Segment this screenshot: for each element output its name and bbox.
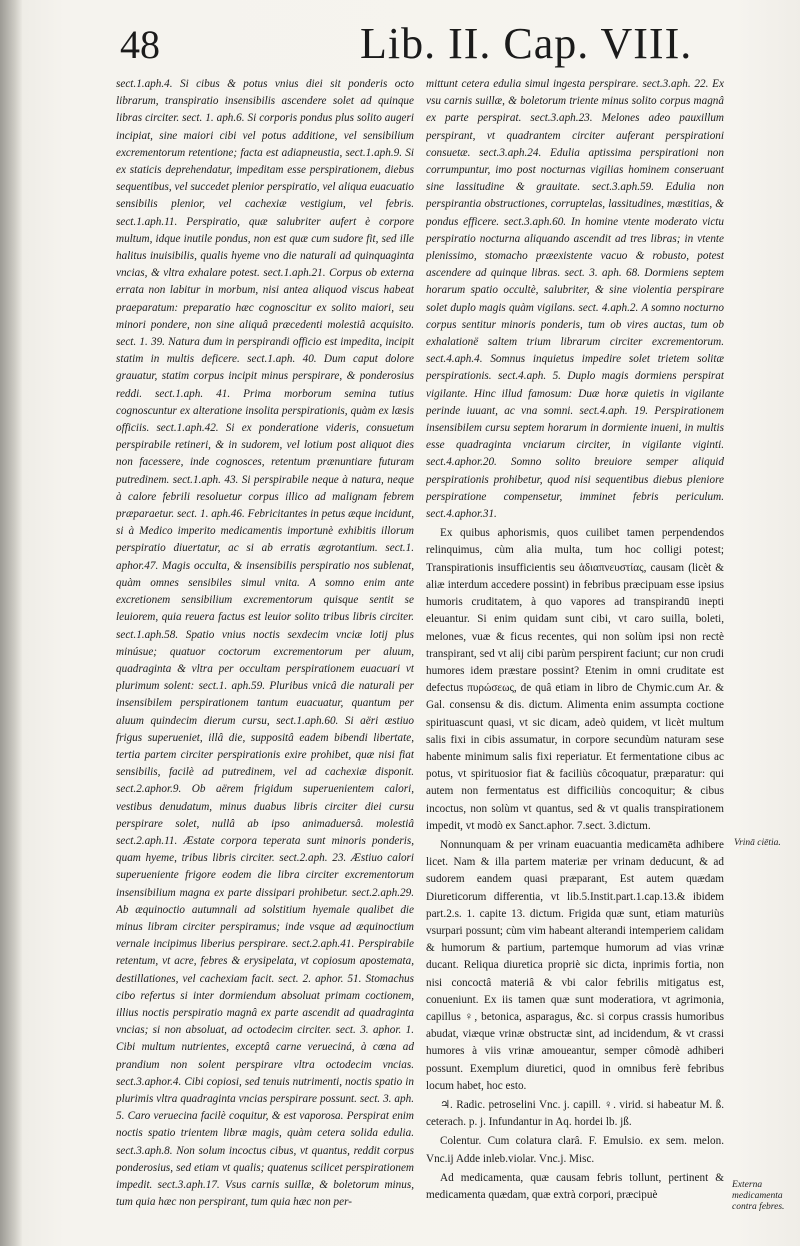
right-paragraph-3: Nonnunquam & per vrinam euacuantia medicamēta adhibere licet. Nam & illa partem materiæ per vrinam deducunt, & ad sudorem eandem quasi præparant, Est autem quædam Diureticorum differentia, vt lib.5.Instit.part.1.cap.13.& ibidem part.2.s. 1. capite 13. dictum. Frigida quæ sunt, etiam maturiùs vsurpari possunt; cùm vim habeant alterandi intemperiem calidam & humorum & partium, partemque humorum ad vias vrinæ ducant. Reliqua diuretica propriè sic dicta, inprimis fortia, non nisi concoctâ materiâ & vbi calor febrilis mitigatus est, conueniunt. Ex iis tamen quæ sunt moderatiora, vt agrimonia, capillus ♀, betonica, asparagus, &c. si corpus crassis humoribus abudat, viæque vrinæ obstructæ sint, ad incidendum, & vt crassi humores à viis vrinæ amoueantur, semper cômodè adhiberi possunt. Exemplum diuretici, quod in omnibus ferè febribus locum habet, hoc esto. xyxy=(426,838,724,1092)
right-paragraph-1: mittunt cetera edulia simul ingesta perspirare. sect.3.aph. 22. Ex vsu carnis suillæ, & boletorum triente minus solito corpus magnâ ex parte perspirat. sect.3.aph.23. Melones adeo pauxillum perspirant, vt quadrantem circiter auferant perspirationi consuetæ. sect.3.aph.24. Edulia aptissima perspirationi non corrumpuntur, imo post nocturnas vigilias hominem conseruant sine lassitudine & grauitate. sect.3.aph.59. Edulia non perspirantia obstructiones, corruptelas, lassitudines, mæstitias, & pondus efficere. sect.3.aph.60. In homine vtente moderato victu perspiratio nocturna aliquando ascendit ad tres libras; in vtente plenissimo, stomacho præexistente vacuo & robusto, potest ascendere ad quinque libras. sect. 3. aph. 68. Dormiens septem horarum spatio occultè, salubriter, & sine violentia perspirare solet duplo magis quàm vigilans. sect. 4.aph.2. A somno nocturno corpus sentitur minoris ponderis, tum ob vires auctas, tum ob exhalationë saltem trium librarum circiter excrementorum. sect.4.aph.4. Somnus inquietus impedire solet trietem solitæ perspirationis. sect.4.aph. 5. Duplo magis dormiens perspirat vigilante. Hinc illud famosum: Duæ horæ quietis in vigilante perinde iuuant, ac vna somni. sect.4.aph. 19. Perspirationem insensibilem cursu septem horarum in dormiente inueni, in multis esse quadraginta vnciarum circiter, in vigilante viginti. sect.4.aphor.20. Somno solito breuiore semper aliquid perspirationis prohibetur, quod nisi sequentibus diebus pleniore perspiratione compensetur, imminet febris periculum. sect.4.aphor.31. xyxy=(426,78,724,521)
text-columns xyxy=(116,76,728,1236)
right-paragraph-2: Ex quibus aphorismis, quos cuilibet tamen perpendendos relinquimus, cùm alia multa, tum hoc colligi potest; Transpirationis insufficientis seu ἀδιαπνευστίας, causam (licèt & aliæ interdum accedere possint) in febribus præcipuam esse ipsius humoris cruditatem, à quo vapores ad transpirandū inepti eleuantur. Si enim quidam sunt cibi, vt caro suilla, boleti, melones, vuæ & ficus recentes, qui non solùm ipsi non rectè transpirant, sed vt alij cibi parùm perspirent faciunt; cur non crudi humores idem præstare possint? Etenim in omni cruditate est defectus πυρώσεως, de quâ etiam in libro de Chymic.cum Ar. & Gal. consensu & dis. dictum. Alimenta enim assumpta coctione spirituascunt quasi, vt sic dicam, adeò quidem, vt licèt multum salis fixi in cibis assumatur, in corpore secundùm naturam sese habente minimum salis fixi reperiatur. Et fermentatione cibus ac potus, vt spirituosior fiat & faciliùs côcoquatur, præparatur: qui autem non fermentatus est difficiliùs concoquitur; & cibus incoctus, non solùm vt quantus, sed & vt qualis transpirationem impedit, vt modò ex Sanct.aphor. 7.sect. 3.dictum. xyxy=(426,527,724,832)
left-column xyxy=(116,76,414,1236)
prescription-line: ♃. Radic. petroselini Vnc. j. capill. ♀. virid. si habeatur M. ß. ceterach. p. j. Infundantur in Aq. hordei lb. jß. xyxy=(426,1098,724,1129)
page-number: 48 xyxy=(120,22,160,67)
prescription-colentur: Colentur. Cum colatura clarâ. F. Emulsio. ex sem. melon. Vnc.ij Adde inleb.violar. Vnc.j. Misc. xyxy=(426,1135,724,1165)
margin-note-external-medicaments: Externa medicamenta contra febres. xyxy=(732,1180,785,1212)
left-paragraph-1: sect.1.aph.4. Si cibus & potus vnius diei sit ponderis octo librarum, transpiratio insensibilis ascendere solet ad quinque libras circiter. sect. 1. aph.6. Si corporis pondus plus solito augeri incipiat, sine maiori cibi vel potus additione, vel sensibilium excrementorum retentione; facta est adiapneustia, sect.1.aph.9. Si ex staticis deprehendatur, impeditam esse perspirationem, diebus sequentibus, vel succedet plenior perspiratio, vel aliqua euacuatio sensibilis plenior, vel cachexiæ vestigium, vel febris. sect.1.aph.11. Perspiratio, quæ salubriter aufert è corpore multum, idque inutile pondus, non est quæ cum sudore fit, sed ille halitus inuisibilis, qualis hyeme vno die naturali ad quinquaginta vncias, & vltra exhalare potest. sect.1.aph.21. Corpus ob externa errata non labitur in morbum, nisi antea aliquod viscus habeat praeparatum: preparatio hæc cognoscitur ex solito maiori, seu minori pondere, non sine aliquâ præcedenti molestiâ acquisito. sect. 1. 39. Natura dum in perspirandi officio est impedita, incipit statim in multis deficere. sect.1.aph. 40. Dum caput dolore grauatur, statim corpus incipit minus perspirare, & ponderosius reddi. sect.1.aph. 41. Prima morborum semina tutius cognoscuntur ex alteratione insolita perspirationis, quàm ex læsis officiis. sect.1.aph.42. Si ex ponderatione videris, consuetum perspirabile retineri, & in sudorem, vel lotium post aliquot dies non facessere, inde cognosces, retentum prænuntiare futuram putredinem. sect.1.aph. 43. Si perspirabile neque à natura, neque à calore febrili resoluetur corpus illico ad malignam febrem præparaetur. sect. 1. aph.46. Febricitantes in petus æque incidunt, si à Medico imperito medicamentis importunè exhibitis illorum perspiratio diuertatur, ac si ab erratis ægrotantium. sect.1. aphor.47. Magis occulta, & insensibilis perspiratio nos sublenat, quàm omnes sensibiles simul vnita. A somno enim ante excretionem sensibilium excrementorum quisque sentit se leuiorem, quia reuera factus est leuior solito tribus libris circiter. sect.1.aph.58. Spatio vnius noctis sexdecim vnciæ lotij plus minúsue; quatuor coctorum excrementorum per aluum, quadraginta & vltra per occultam perspirationem euacuari vt plurimum solent: sect.1. aph.59. Pluribus vnicâ die naturali per insensibilem perspirationem tantum euacuatur, quantum per aluum quindecim dierum cursu, sect.1.aph.60. Si aëri æstiuo frigus superueniet, illâ die, suppositâ eadem bibendi libertate, tertia partem circiter perspirationis exire prohibet, quæ nisi fiat sensibilis, facilè ad putredinem, vel ad cachexiæ disponit. sect.2.aphor.9. Ob aërem frigidum superuenientem calori, vestibus denudatum, minus duabus libris circiter diei cursu perspirare solet, nullâ ab ipso animaduersâ. molestiâ sect.2.aph.11. Æstate corpora teperata sunt minoris ponderis, quam hyeme, tribus libris circiter. sect.2.aph. 23. Æstiuo calori superueniente frigore eodem die libra circiter excrementorum insensibilium magna ex parte dissipari prohibetur. sect.2.aph.29. Ab æquinoctio autumnali ad solstitium hyemale qualibet die minus libram circiter perspiramus; inde vsque ad æquinoctium vernale incipimus liberius perspirare. sect.2.aph.41. Perspirabile retentum, vt acre, febres & erysipelata, vt copiosum apostemata, destillationes, vel cachexiam facit. sect. 2. aphor. 51. Stomachus cibo refertus si inter dormiendum absoluat primam coctionem, illius noctis perspiratio magnâ ex parte ascendit ad quadraginta vncias; si non absoluat, ad octodecim circiter. sect. 3. aphor. 1. Cibi multum nutrientes, exceptâ carne verueciná, à cœna ad prandium non solent perspirare vltra octodecim vncias. sect.3.aphor.4. Cibi copiosi, sed tenuis nutrimenti, noctis spatio in plurimis vltra quadraginta vncias perspirare possunt. sect. 3. aph. 5. Caro veruecina facilè coquitur, & est vaporosa. Perspirat enim noctis spatio trientem libræ magis, quàm cetera solida edulia. sect.3.aph.8. Non solum incoctus cibus, vt quantus, reddit corpus ponderosius, sed etiam vt qualis; quatenus scilicet perspirationem impedit. sect.3.aph.17. Vsus carnis suillæ, & boletorum minus, tum quia hæc non perspirant, tum quia hæc non per- xyxy=(116,78,414,1209)
right-paragraph-final: Ad medicamenta, quæ causam febris tollunt, pertinent & medicamenta quædam, quæ extrà corpori, præcipuè xyxy=(426,1171,724,1201)
running-head: Lib. II. Cap. VIII. xyxy=(360,19,693,68)
page-header xyxy=(92,18,742,72)
page-gutter-shadow xyxy=(0,0,22,1246)
margin-note-urine: Vrinā ciētia. xyxy=(734,838,781,848)
right-column xyxy=(426,76,724,1236)
